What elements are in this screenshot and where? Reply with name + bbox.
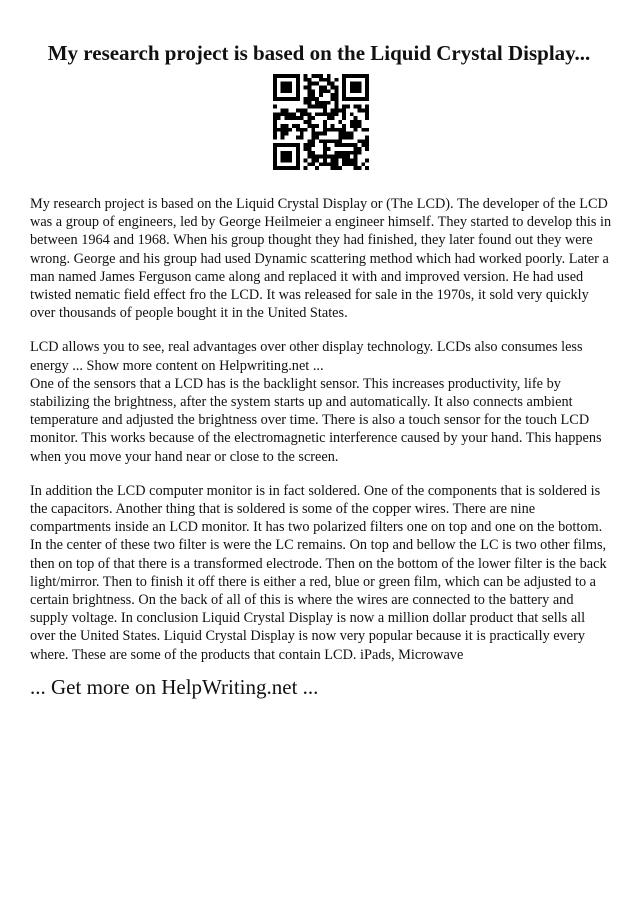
paragraph-3: One of the sensors that a LCD has is the backlight sensor. This increases productivity, life by stabilizing the brightness, after the system starts up and automatically. It also connects ambient temperature and adjusted the brightness over time. There is also a touch sensor for the touch LCD monitor. This works because of the electromagnetic interference caused by your hand. This happens when you move your hand near or close to the screen.: [30, 375, 602, 465]
paragraph-2: LCD allows you to see, real advantages over other display technology. LCDs also consumes less energy ... Show more content on Helpwriting.net ...: [30, 339, 583, 374]
get-more-link[interactable]: ... Get more on HelpWriting.net ...: [30, 675, 319, 699]
paragraph-4: In addition the LCD computer monitor is in fact soldered. One of the components that is soldered is the capacitors. Another thing that is soldered is some of the copper wires. There are nine compartments inside an LCD monitor. It has two polarized filters one on top and one on the bottom. In the center of these two filter is were the LC remains. On top and bellow the LC is two other films, then on top of that there is a transformed electrode. Then on the bottom of the lower filter is the back light/mirror. Then to finish it off there is either a red, blue or green film, which can be adjusted to a certain brightness. On the back of all of this is where the wires are connected to the battery and supply voltage. In conclusion Liquid Crystal Display is now a million dollar product that sells all over the United States. Liquid Crystal Display is now very popular because it is practically every where. These are some of the products that contain LCD. iPads, Microwave: [30, 482, 607, 663]
article-body: [30, 195, 614, 664]
qr-code-icon: [273, 74, 369, 170]
paragraph-1: My research project is based on the Liquid Crystal Display or (The LCD). The developer of the LCD was a group of engineers, led by George Heilmeier a engineer himself. They started to develop this in between 1964 and 1968. When his group thought they had finished, they later found out they were wrong. George and his group had used Dynamic scattering method which had worked poorly. Later a man named James Ferguson came along and replaced it with and improved version. He had used twisted nematic field effect fro the LCD. It was released for sale in the 1970s, it sold very quickly over thousands of people bought it in the United States.: [30, 196, 612, 322]
page-title: My research project is based on the Liquid Crystal Display...: [47, 41, 591, 65]
